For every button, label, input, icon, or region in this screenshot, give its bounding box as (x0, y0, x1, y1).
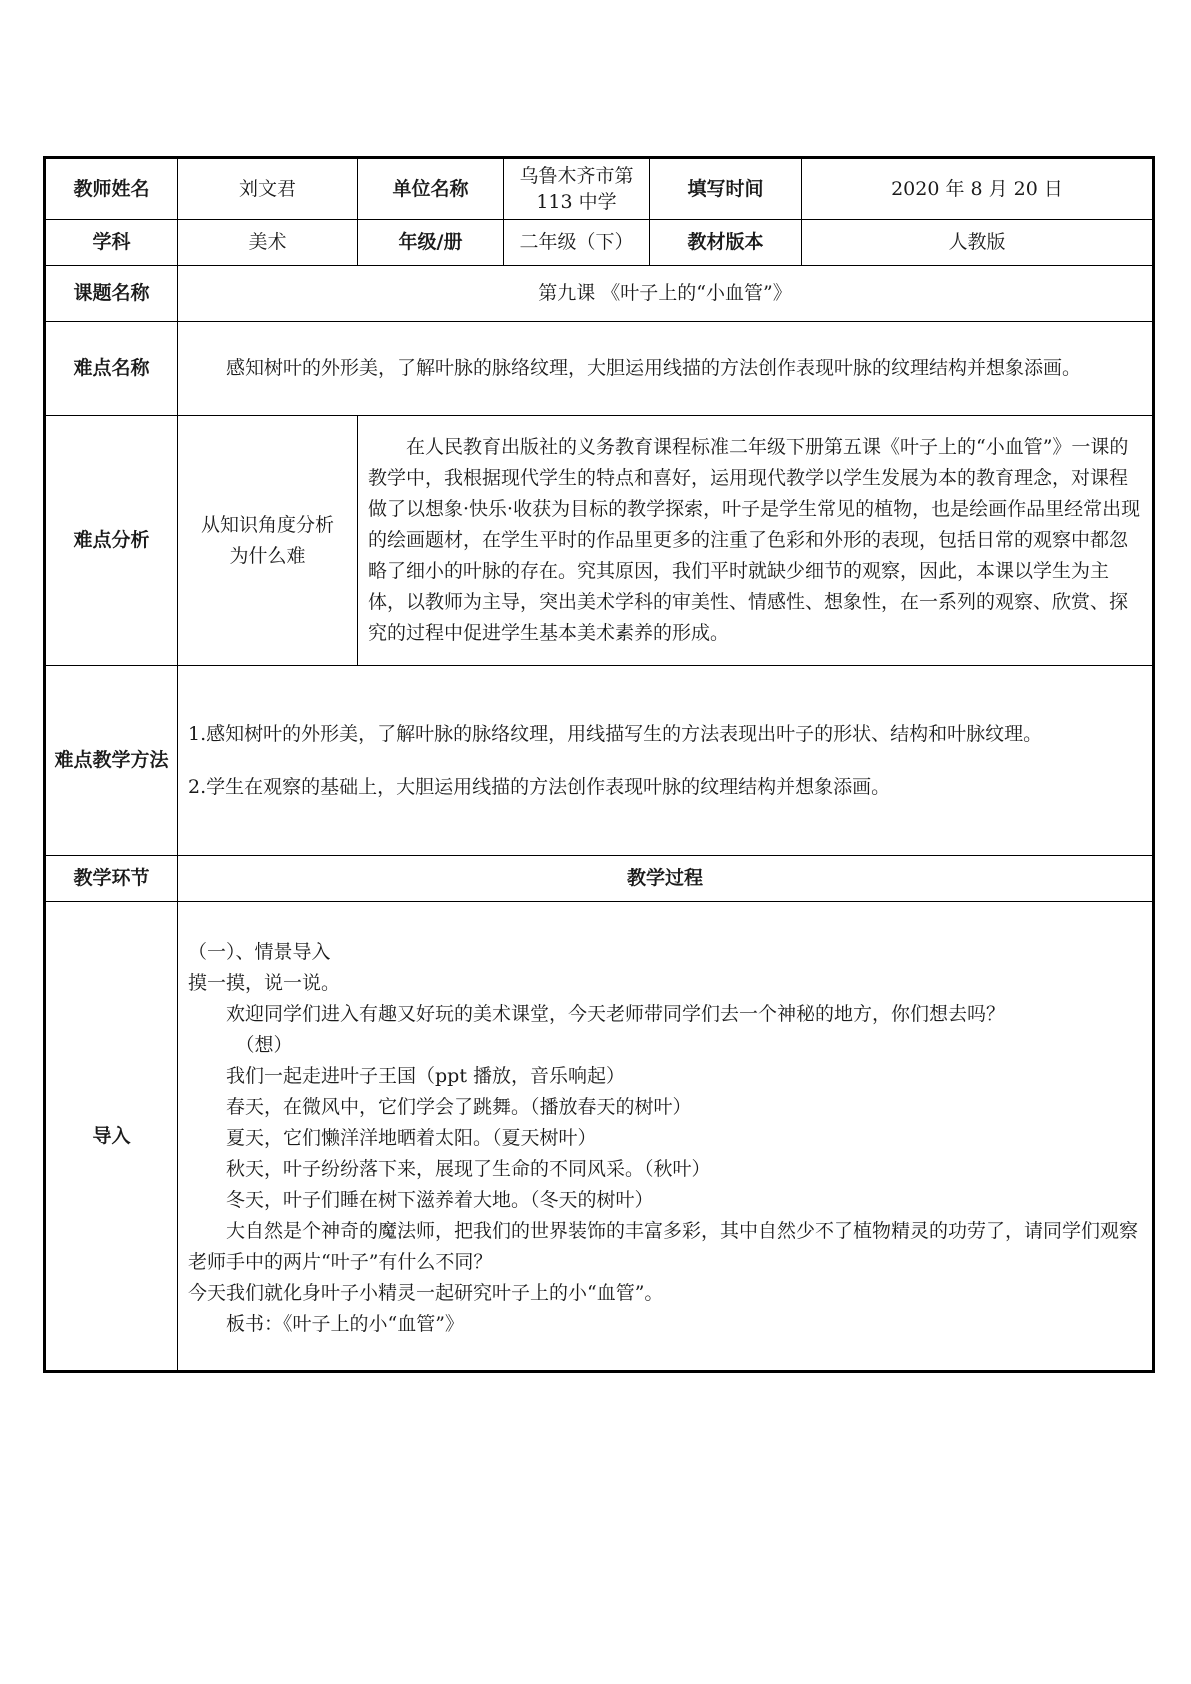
method-row (45, 666, 1154, 856)
unit-name-line2: 113 中学 (536, 191, 617, 213)
header-row-1 (45, 158, 1154, 220)
difficulty-text: 感知树叶的外形美，了解叶脉的脉络纹理，大胆运用线描的方法创作表现叶脉的纹理结构并想象添画。 (226, 357, 1082, 379)
difficulty-row (45, 322, 1154, 416)
intro-line: 夏天，它们懒洋洋地晒着太阳。（夏天树叶） (226, 1126, 597, 1149)
intro-line: 我们一起走进叶子王国（ppt 播放，音乐响起） (226, 1064, 626, 1087)
textbook-value: 人教版 (802, 220, 1154, 266)
intro-line: 冬天，叶子们睡在树下滋养着大地。（冬天的树叶） (226, 1188, 654, 1211)
analysis-sub-label: 从知识角度分析为什么难 (178, 416, 358, 666)
method-text-cell (178, 666, 1154, 856)
analysis-text-cell (358, 416, 1154, 666)
intro-line: 秋天，叶子纷纷落下来，展现了生命的不同风采。（秋叶） (226, 1157, 711, 1180)
fill-date-value: 2020 年 8 月 20 日 (802, 158, 1154, 220)
fill-date-label: 填写时间 (650, 158, 802, 220)
subject-label: 学科 (45, 220, 178, 266)
lesson-title-row (45, 266, 1154, 322)
unit-name-label: 单位名称 (358, 158, 504, 220)
analysis-row (45, 416, 1154, 666)
intro-line: 今天我们就化身叶子小精灵一起研究叶子上的小“血管”。 (188, 1281, 664, 1304)
textbook-label: 教材版本 (650, 220, 802, 266)
intro-content (178, 902, 1154, 1372)
unit-name-line1: 乌鲁木齐市第 (519, 165, 634, 187)
intro-line: （想） (235, 1033, 293, 1056)
lesson-title-label: 课题名称 (45, 266, 178, 322)
analysis-text: 在人民教育出版社的义务教育课程标准二年级下册第五课《叶子上的“小血管”》一课的教学中，我根据现代学生的特点和喜好，运用现代教学以学生发展为本的教育理念，对课程做了以想象·快乐·收获为目标的教学探索，叶子是学生常见的植物，也是绘画作品里经常出现的绘画题材，在学生平时的作品里更多的注重了色彩和外形的表现，包括日常的观察中都忽略了细小的叶脉的存在。究其原因，我们平时就缺少细节的观察，因此，本课以学生为主体，以教师为主导，突出美术学科的审美性、情感性、想象性，在一系列的观察、欣赏、探究的过程中促进学生基本美术素养的形成。 (368, 436, 1141, 644)
difficulty-value (178, 322, 1154, 416)
header-row-2 (45, 220, 1154, 266)
intro-row (45, 902, 1154, 1372)
method-label (45, 666, 178, 856)
intro-line: 板书：《叶子上的小“血管”》 (226, 1312, 464, 1335)
unit-name-value (504, 158, 650, 220)
method-item-2: 2.学生在观察的基础上，大胆运用线描的方法创作表现叶脉的纹理结构并想象添画。 (188, 775, 891, 798)
process-header-row (45, 856, 1154, 902)
intro-line: 春天，在微风中，它们学会了跳舞。（播放春天的树叶） (226, 1095, 692, 1118)
lesson-plan-table (43, 156, 1155, 1373)
teacher-name-value: 刘文君 (178, 158, 358, 220)
intro-line: （一）、情景导入 (188, 940, 331, 963)
intro-line: 大自然是个神奇的魔法师，把我们的世界装饰的丰富多彩，其中自然少不了植物精灵的功劳了，请同学们观察老师手中的两片“叶子”有什么不同？ (188, 1219, 1139, 1273)
method-item-1: 1.感知树叶的外形美，了解叶脉的脉络纹理，用线描写生的方法表现出叶子的形状、结构和叶脉纹理。 (188, 722, 1043, 745)
intro-line: 摸一摸，说一说。 (188, 971, 341, 994)
method-label-text: 难点教学方法 (54, 749, 169, 771)
grade-value: 二年级（下） (504, 220, 650, 266)
stage-header: 教学环节 (45, 856, 178, 902)
intro-stage-label: 导入 (45, 902, 178, 1372)
lesson-title-value: 第九课 《叶子上的“小血管”》 (178, 266, 1154, 322)
grade-label: 年级/册 (358, 220, 504, 266)
analysis-label: 难点分析 (45, 416, 178, 666)
process-header: 教学过程 (178, 856, 1154, 902)
teacher-name-label: 教师姓名 (45, 158, 178, 220)
difficulty-label: 难点名称 (45, 322, 178, 416)
subject-value: 美术 (178, 220, 358, 266)
intro-line: 欢迎同学们进入有趣又好玩的美术课堂，今天老师带同学们去一个神秘的地方，你们想去吗？ (226, 1002, 1006, 1025)
